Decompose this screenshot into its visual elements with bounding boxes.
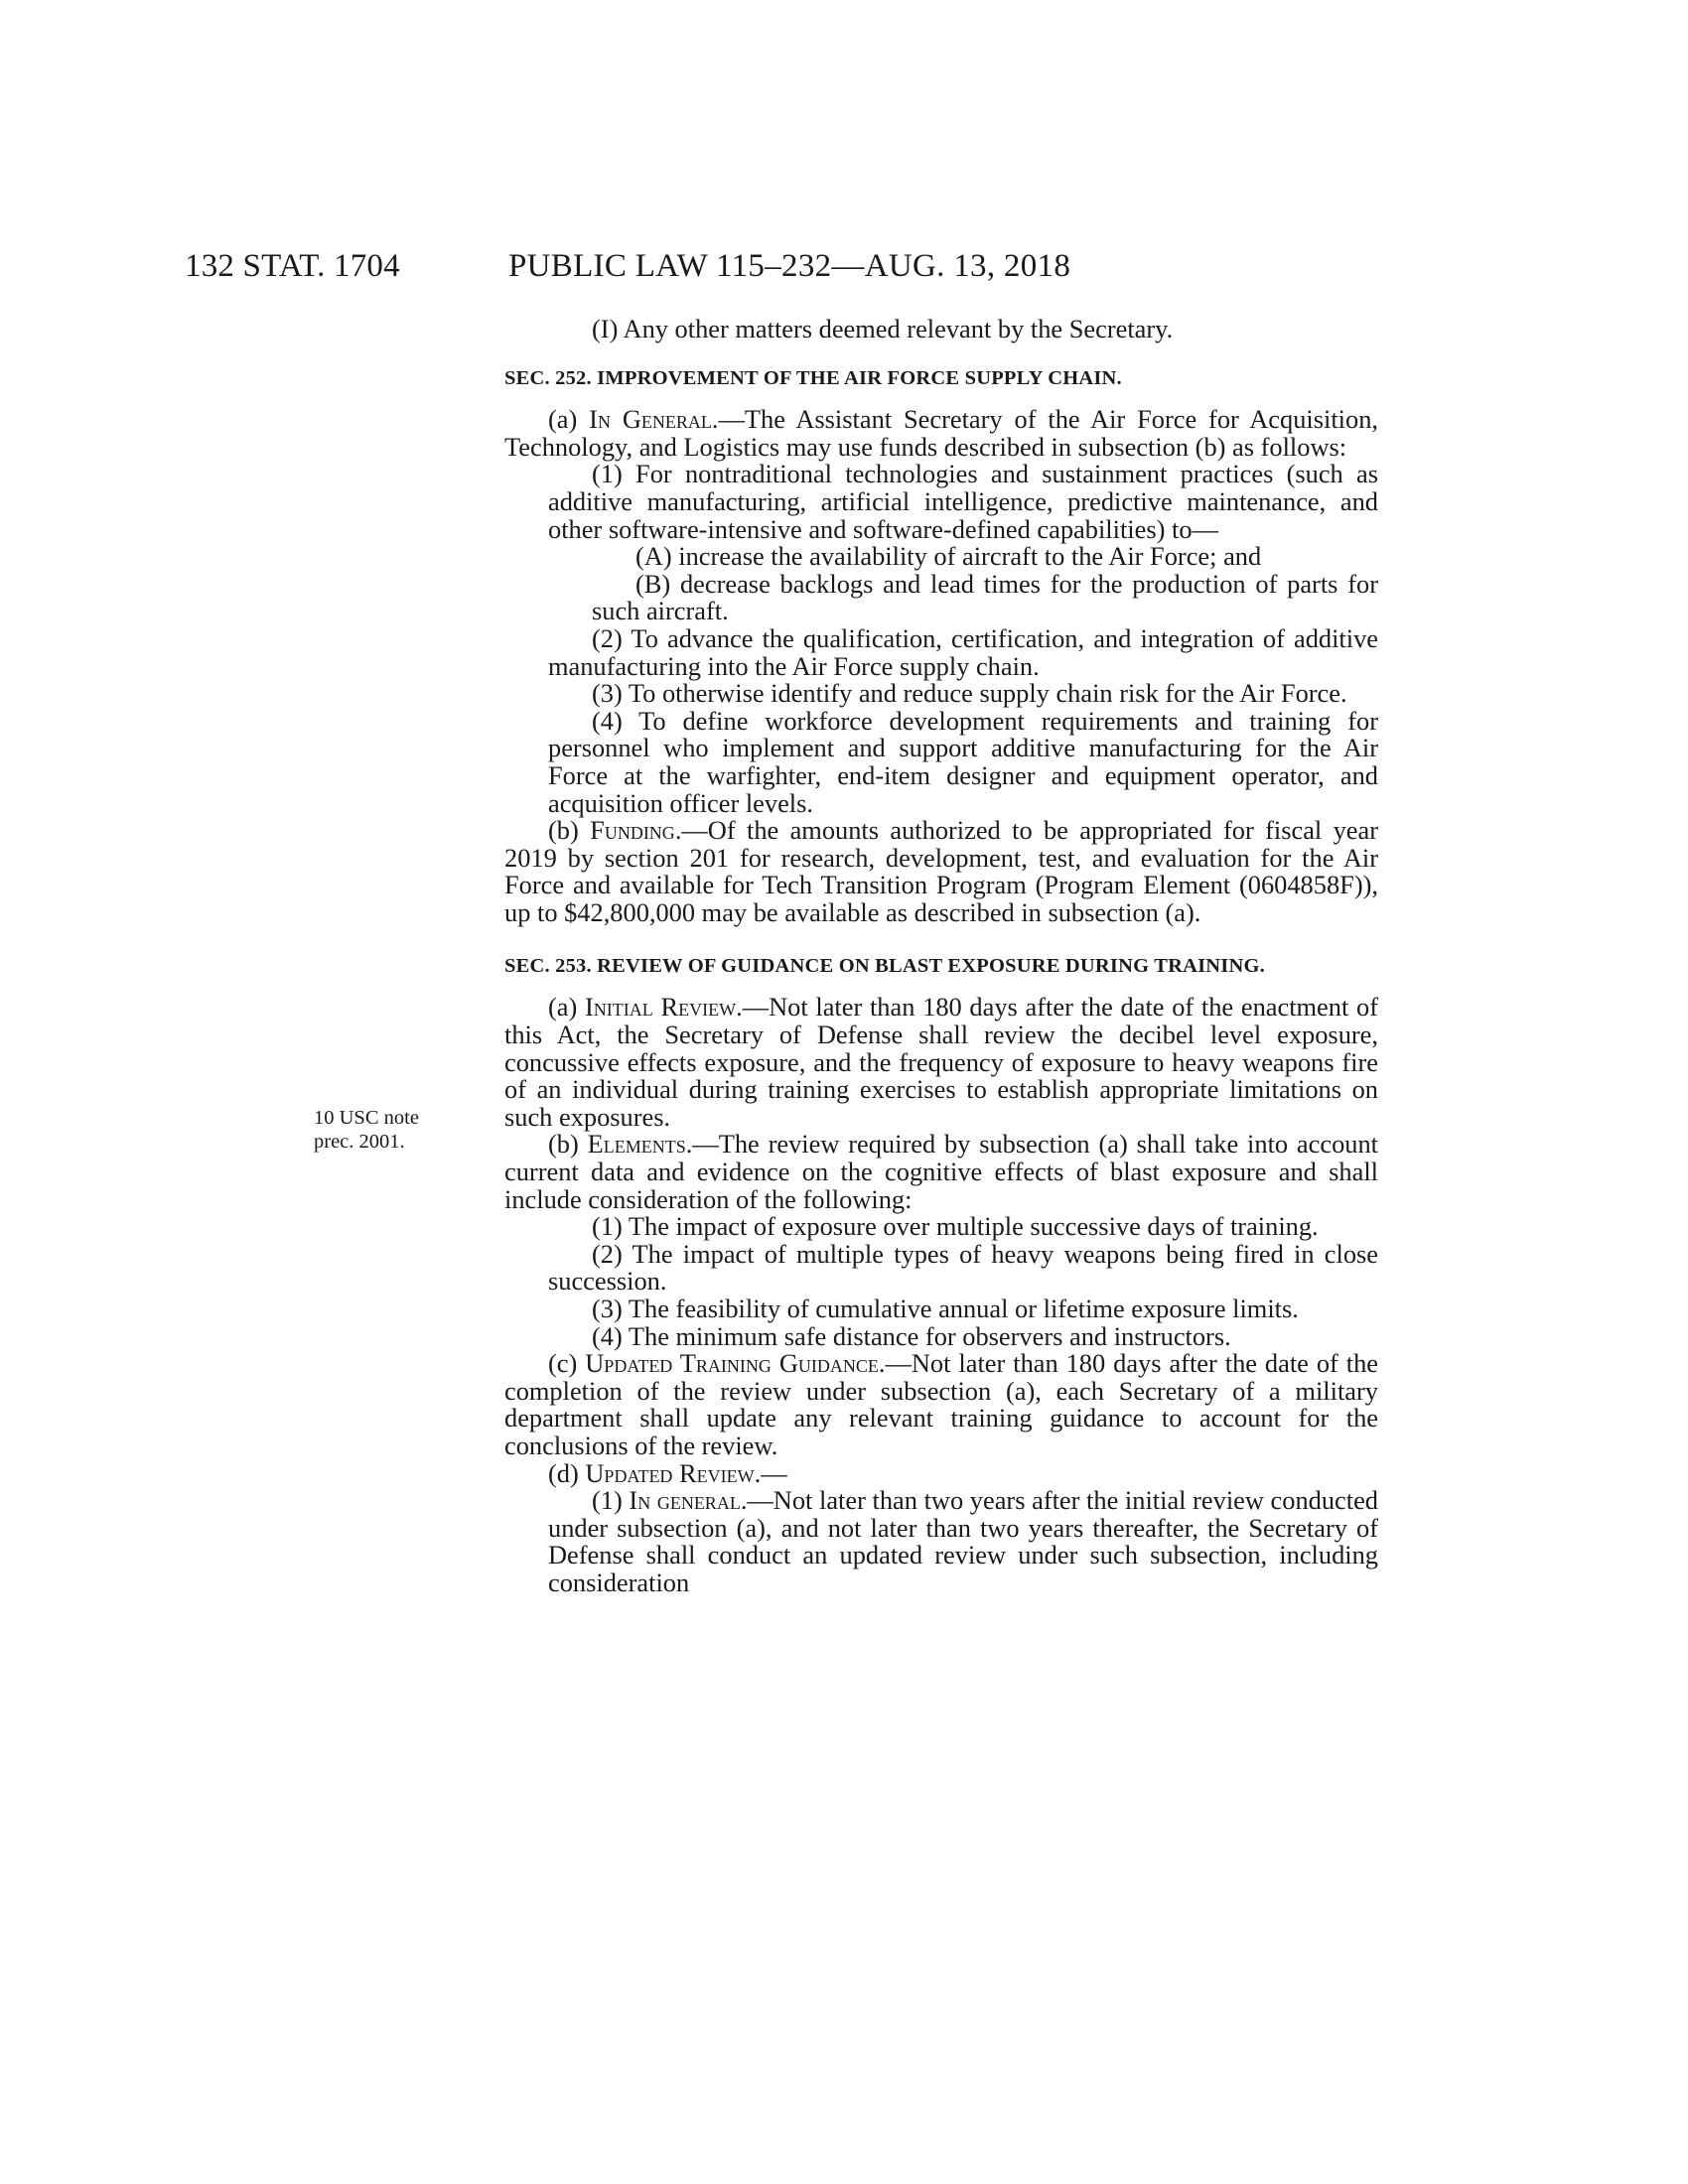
label: (a) bbox=[548, 404, 590, 435]
text: .—The review required by subsection (a) shall take into account current data and evidence on the cognitive effects of blast exposure and shall include consideration of the following: bbox=[504, 1129, 1378, 1214]
text: .— bbox=[754, 1457, 787, 1488]
text: .—Not later than 180 days after the date of the enactment of this Act, the Secretary of Defense shall review the decibel level exposure, concussive effects exposure, and the frequency of exposure to heavy weapons fire of an individual during training exercises to establish appropriate limitations on such exposures. bbox=[504, 992, 1378, 1132]
label: (1) bbox=[592, 1485, 630, 1516]
sec253-paragraph-2: (2) The impact of multiple types of heavy weapons being fired in close succession. bbox=[548, 1238, 1378, 1297]
section-253-heading: SEC. 253. REVIEW OF GUIDANCE ON BLAST EXPOSURE DURING TRAINING. bbox=[504, 955, 1265, 978]
sec252-paragraph-1: (1) For nontraditional technologies and sustainment practices (such as additive manufacturing, artificial intelligence, predictive maintenance, and other software-intensive and software-defined capabilities) to— bbox=[548, 459, 1378, 544]
subsection-caption: Updated Review bbox=[585, 1457, 755, 1488]
text: .—Not later than two years after the initial review conducted under subsection (a), and not later than two years thereafter, the Secretary of Defense shall conduct an updated review under such subsection, including consideration bbox=[548, 1485, 1378, 1597]
law-title-header: PUBLIC LAW 115–232—AUG. 13, 2018 bbox=[508, 248, 1071, 284]
subsection-caption: Initial Review bbox=[585, 992, 737, 1023]
margin-note bbox=[314, 1106, 419, 1154]
text: .—The Assistant Secretary of the Air Force for Acquisition, Technology, and Logistics may use funds described in subsection (b) as follows: bbox=[504, 404, 1378, 462]
sec252-subsection-b bbox=[504, 817, 1378, 926]
margin-note-line: 10 USC note bbox=[314, 1107, 419, 1129]
subsection-caption: Updated Training Guidance bbox=[585, 1348, 879, 1379]
sec252-paragraph-3: (3) To otherwise identify and reduce supply chain risk for the Air Force. bbox=[592, 678, 1347, 709]
sec252-paragraph-4: (4) To define workforce development requirements and training for personnel who implement and support additive manufacturing for the Air Force at the warfighter, end-item designer and equipment operator, and acquisition officer levels. bbox=[548, 705, 1378, 818]
label: (d) bbox=[548, 1457, 586, 1488]
text: .—Not later than 180 days after the date of the completion of the review under subsection (a), each Secretary of a military department shall update any relevant training guidance to account for the conclusions of the review. bbox=[504, 1348, 1379, 1460]
sec253-subsection-b bbox=[504, 1131, 1378, 1213]
sec253-subsection-a bbox=[504, 994, 1378, 1131]
margin-note-line: prec. 2001. bbox=[314, 1131, 405, 1153]
sec253-d-paragraph-1 bbox=[504, 1487, 1378, 1596]
sec252-subparagraph-A: (A) increase the availability of aircraft to the Air Force; and bbox=[635, 541, 1262, 572]
subsection-caption: Funding bbox=[590, 815, 675, 846]
sec253-paragraph-4: (4) The minimum safe distance for observers and instructors. bbox=[592, 1320, 1231, 1351]
label: (b) bbox=[548, 815, 591, 846]
paragraph-item-I: (I) Any other matters deemed relevant by the Secretary. bbox=[592, 314, 1174, 343]
sec252-subsection-a bbox=[504, 406, 1378, 461]
sec252-paragraph-2: (2) To advance the qualification, certification, and integration of additive manufacturing into the Air Force supply chain. bbox=[548, 622, 1378, 681]
text: .—Of the amounts authorized to be appropriated for fiscal year 2019 by section 201 for research, development, test, and evaluation for the Air Force and available for Tech Transition Program (Program Element (0604858F)), up to $42,800,000 may be available as described in subsection (a). bbox=[504, 815, 1379, 927]
sec253-paragraph-1: (1) The impact of exposure over multiple successive days of training. bbox=[592, 1211, 1319, 1242]
label: (a) bbox=[548, 992, 586, 1023]
section-252-heading: SEC. 252. IMPROVEMENT OF THE AIR FORCE SUPPLY CHAIN. bbox=[504, 366, 1122, 389]
sec253-subsection-c bbox=[504, 1350, 1378, 1459]
subsection-caption: Elements bbox=[587, 1129, 686, 1160]
body-column bbox=[504, 316, 1378, 1597]
label: (c) bbox=[548, 1348, 586, 1379]
sec253-subsection-d bbox=[504, 1457, 1378, 1488]
stat-page-number: 132 STAT. 1704 bbox=[185, 248, 400, 284]
paragraph-caption: In general bbox=[629, 1485, 741, 1516]
sec253-paragraph-3: (3) The feasibility of cumulative annual or lifetime exposure limits. bbox=[592, 1294, 1299, 1323]
sec252-subparagraph-B: (B) decrease backlogs and lead times for the production of parts for such aircraft. bbox=[592, 568, 1378, 626]
label: (b) bbox=[548, 1129, 588, 1160]
subsection-caption: In General bbox=[589, 404, 712, 435]
